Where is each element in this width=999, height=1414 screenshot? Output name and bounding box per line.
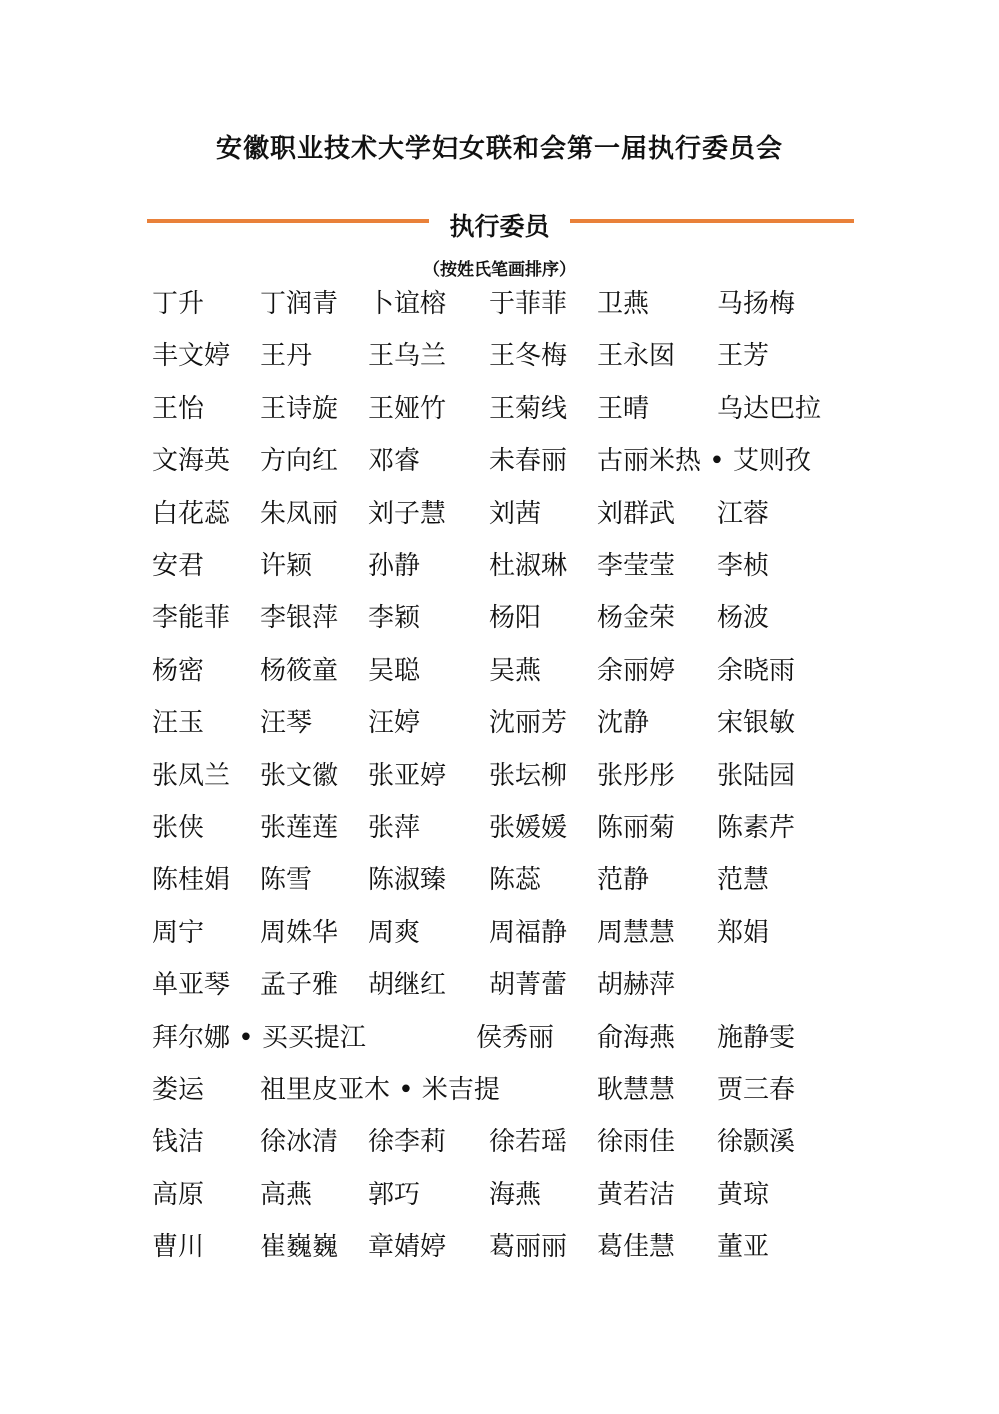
member-name: 侯秀丽	[476, 1022, 555, 1053]
name-row	[0, 651, 999, 691]
name-row	[0, 703, 999, 743]
member-name: 郑娟	[717, 917, 770, 948]
name-row	[0, 756, 999, 796]
member-name: 海燕	[489, 1179, 542, 1210]
member-name: 马扬梅	[717, 289, 796, 319]
section-heading: 执行委员	[449, 212, 550, 241]
member-name: 单亚琴	[152, 970, 231, 1001]
member-name: 范慧	[717, 865, 770, 896]
member-name: 刘子慧	[368, 498, 447, 529]
member-name: 江蓉	[717, 498, 770, 529]
member-name: 李桢	[717, 551, 770, 581]
member-name: 钱洁	[152, 1127, 205, 1158]
name-row	[0, 494, 999, 534]
member-name: 卫燕	[597, 289, 650, 319]
member-name: 葛佳慧	[597, 1232, 676, 1263]
member-name: 安君	[152, 551, 205, 581]
member-name: 张凤兰	[152, 760, 231, 791]
name-row	[0, 284, 999, 324]
member-name: 杨金荣	[597, 603, 676, 634]
name-row	[0, 1070, 999, 1110]
member-name: 张彤彤	[597, 760, 676, 791]
member-name: 周福静	[489, 917, 568, 948]
member-name: 乌达巴拉	[717, 393, 822, 424]
name-row	[0, 808, 999, 848]
member-name: 丁润青	[260, 289, 339, 319]
member-name: 徐若瑶	[489, 1127, 568, 1158]
member-name: 沈静	[597, 708, 650, 739]
name-row	[0, 389, 999, 429]
member-name: 高燕	[260, 1179, 313, 1210]
member-name: 张萍	[368, 813, 421, 843]
member-name: 高原	[152, 1179, 205, 1210]
member-name: 王晴	[597, 393, 650, 424]
member-name: 方向红	[260, 446, 339, 477]
member-name: 杨密	[152, 655, 205, 686]
member-name: 余晓雨	[717, 655, 796, 686]
member-name: 杨筱童	[260, 655, 339, 686]
member-name: 汪玉	[152, 708, 205, 739]
member-name: 张亚婷	[368, 760, 447, 791]
member-name: 周姝华	[260, 917, 339, 948]
member-name: 王丹	[260, 341, 313, 372]
member-name: 王永囡	[597, 341, 676, 372]
member-name: 胡菁蕾	[489, 970, 568, 1001]
member-name: 董亚	[717, 1232, 770, 1263]
sort-note: （按姓氏笔画排序）	[423, 260, 576, 280]
member-name: 俞海燕	[597, 1022, 676, 1053]
member-name: 陈素芹	[717, 813, 796, 843]
member-name: 徐颢溪	[717, 1127, 796, 1158]
member-name: 陈桂娟	[152, 865, 231, 896]
member-name: 周宁	[152, 917, 205, 948]
member-name: 王芳	[717, 341, 770, 372]
member-name: 张文徽	[260, 760, 339, 791]
member-name: 卜谊榕	[368, 289, 447, 319]
member-name: 李颖	[368, 603, 421, 634]
member-name: 胡继红	[368, 970, 447, 1001]
member-name: 黄琼	[717, 1179, 770, 1210]
name-row	[0, 598, 999, 638]
member-name: 施静雯	[717, 1022, 796, 1053]
member-name: 杨波	[717, 603, 770, 634]
name-row	[0, 1122, 999, 1162]
name-row	[0, 1018, 999, 1058]
member-name: 李莹莹	[597, 551, 676, 581]
member-name: 丁升	[152, 289, 205, 319]
member-name: 张媛媛	[489, 813, 568, 843]
member-name: 张侠	[152, 813, 205, 843]
member-name: 曹川	[152, 1232, 205, 1263]
member-name: 娄运	[152, 1075, 205, 1105]
member-name: 周慧慧	[597, 917, 676, 948]
member-name: 杜淑琳	[489, 551, 568, 581]
member-name: 吴聪	[368, 655, 421, 686]
member-name: 汪婷	[368, 708, 421, 739]
name-row	[0, 913, 999, 953]
member-name: 祖里皮亚木 • 米吉提	[260, 1075, 500, 1105]
member-name: 陈雪	[260, 865, 313, 896]
name-row	[0, 546, 999, 586]
member-name: 许颖	[260, 551, 313, 581]
member-name: 王冬梅	[489, 341, 568, 372]
member-name: 范静	[597, 865, 650, 896]
member-name: 王菊线	[489, 393, 568, 424]
member-name: 文海英	[152, 446, 231, 477]
member-name: 朱凤丽	[260, 498, 339, 529]
member-name: 王乌兰	[368, 341, 447, 372]
member-name: 张坛柳	[489, 760, 568, 791]
name-row	[0, 965, 999, 1005]
name-row	[0, 441, 999, 481]
member-name: 葛丽丽	[489, 1232, 568, 1263]
member-name: 邓睿	[368, 446, 421, 477]
member-name: 丰文婷	[152, 341, 231, 372]
member-name: 汪琴	[260, 708, 313, 739]
member-name: 李能菲	[152, 603, 231, 634]
member-name: 孟子雅	[260, 970, 339, 1001]
member-name: 章婧婷	[368, 1232, 447, 1263]
member-name: 徐李莉	[368, 1127, 447, 1158]
member-name: 拜尔娜 • 买买提江	[152, 1022, 366, 1053]
name-row	[0, 1175, 999, 1215]
member-name: 吴燕	[489, 655, 542, 686]
member-name: 徐冰清	[260, 1127, 339, 1158]
member-name: 余丽婷	[597, 655, 676, 686]
member-name: 宋银敏	[717, 708, 796, 739]
member-name: 沈丽芳	[489, 708, 568, 739]
member-name: 黄若洁	[597, 1179, 676, 1210]
member-name: 胡赫萍	[597, 970, 676, 1001]
member-name: 刘群武	[597, 498, 676, 529]
member-name: 徐雨佳	[597, 1127, 676, 1158]
member-name: 张陆园	[717, 760, 796, 791]
name-row	[0, 336, 999, 376]
name-row	[0, 860, 999, 900]
member-name: 张莲莲	[260, 813, 339, 843]
document-title: 安徽职业技术大学妇女联和会第一届执行委员会	[215, 134, 783, 164]
member-name: 郭巧	[368, 1179, 421, 1210]
member-name: 于菲菲	[489, 289, 568, 319]
member-name: 杨阳	[489, 603, 542, 634]
member-name: 王娅竹	[368, 393, 447, 424]
member-name: 刘茜	[489, 498, 542, 529]
member-name: 崔巍巍	[260, 1232, 339, 1263]
member-name: 白花蕊	[152, 498, 231, 529]
member-name: 李银萍	[260, 603, 339, 634]
member-name: 王怡	[152, 393, 205, 424]
member-name: 陈淑臻	[368, 865, 447, 896]
member-name: 陈蕊	[489, 865, 542, 896]
member-name: 孙静	[368, 551, 421, 581]
member-name: 贾三春	[717, 1075, 796, 1105]
member-name: 耿慧慧	[597, 1075, 676, 1105]
name-row	[0, 1227, 999, 1267]
member-name: 陈丽菊	[597, 813, 676, 843]
member-name: 古丽米热 • 艾则孜	[597, 446, 811, 477]
member-name: 未春丽	[489, 446, 568, 477]
member-name: 王诗旋	[260, 393, 339, 424]
member-name: 周爽	[368, 917, 421, 948]
